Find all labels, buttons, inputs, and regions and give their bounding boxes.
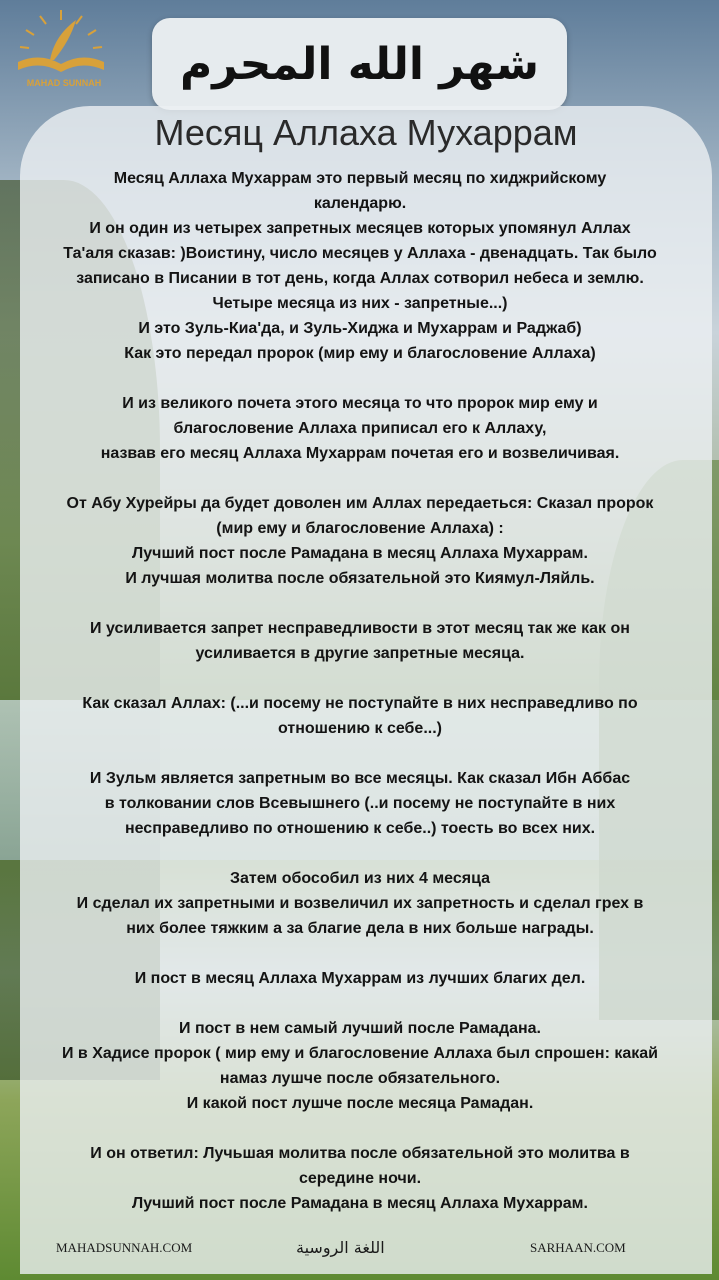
footer-language-label: اللغة الروسية	[296, 1238, 385, 1257]
text-line: усиливается в другие запретные месяца.	[195, 645, 525, 662]
text-line: И сделал их запретными и возвеличил их запретность и сделал грех в	[76, 895, 644, 912]
footer-site-right: SARHAAN.COM	[530, 1240, 626, 1255]
text-line: И усиливается запрет несправедливости в этот месяц так же как он	[90, 620, 630, 637]
text-line: И из великого почета этого месяца то что пророк мир ему и	[122, 395, 598, 412]
text-line: благословение Аллаха приписал его к Аллаху,	[173, 420, 547, 437]
blank-line	[30, 1116, 690, 1141]
text-line: отношению к себе...)	[278, 720, 442, 737]
text-line: И пост в нем самый лучший после Рамадана.	[179, 1020, 541, 1037]
text-line: середине ночи.	[298, 1170, 422, 1187]
text-line: Месяц Аллаха Мухаррам это первый месяц по хиджрийскому	[113, 170, 607, 187]
blank-line	[30, 941, 690, 966]
text-line: Затем обособил из них 4 месяца	[229, 870, 491, 887]
text-line: Четыре месяца из них - запретные...)	[212, 295, 508, 312]
text-line: записано в Писании в тот день, когда Аллах сотворил небеса и землю.	[76, 270, 644, 287]
text-line: И в Хадисе пророк ( мир ему и благословение Аллаха был спрошен: какай	[61, 1045, 658, 1062]
text-line: намаз лушче после обязательного.	[219, 1070, 501, 1087]
text-line: И лучшая молитва после обязательной это Киямул-Ляйль.	[125, 570, 595, 587]
logo-text: MAHAD SUNNAH	[26, 78, 102, 88]
text-line: (мир ему и благословение Аллаха) :	[216, 520, 504, 537]
text-line: календарю.	[313, 195, 407, 212]
blank-line	[30, 591, 690, 616]
text-line: И Зульм является запретным во все месяцы. Как сказал Ибн Аббас	[89, 770, 631, 787]
mahad-sunnah-logo	[2, 2, 120, 102]
text-line: них более тяжким а за благие дела в них больше награды.	[126, 920, 594, 937]
text-line: От Абу Хурейры да будет доволен им Аллах передаеться: Сказал пророк	[66, 495, 654, 512]
text-line: Лучший пост после Рамадана в месяц Аллаха Мухаррам.	[132, 545, 588, 562]
page-title: Месяц Аллаха Мухаррам	[154, 112, 578, 153]
article-text	[30, 166, 690, 1216]
blank-line	[30, 991, 690, 1016]
text-line: И он ответил: Лучьшая молитва после обязательной это молитва в	[90, 1145, 630, 1162]
text-line: в толковании слов Всевышнего (..и посему не поступайте в них	[104, 795, 616, 812]
text-line: Как это передал пророк (мир ему и благословение Аллаха)	[124, 345, 596, 362]
text-line: И это Зуль-Киа'да, и Зуль-Хиджа и Мухаррам и Раджаб)	[138, 320, 582, 337]
text-line: Та'аля сказав: )Воистину, число месяцев у Аллаха - двенадцать. Так было	[63, 245, 657, 262]
blank-line	[30, 466, 690, 491]
arabic-title: شهر الله المحرم	[179, 38, 539, 90]
text-line: Как сказал Аллах: (...и посему не поступайте в них несправедливо по	[82, 695, 638, 712]
blank-line	[30, 666, 690, 691]
footer-site-left: MAHADSUNNAH.COM	[56, 1240, 193, 1255]
text-line: И какой пост лушче после месяца Рамадан.	[186, 1095, 534, 1112]
blank-line	[30, 841, 690, 866]
text-line: несправедливо по отношению к себе..) тоесть во всех них.	[124, 820, 596, 837]
blank-line	[30, 741, 690, 766]
text-line: назвав его месяц Аллаха Мухаррам почетая его и возвеличивая.	[100, 445, 620, 462]
blank-line	[30, 366, 690, 391]
arabic-title-banner	[152, 18, 567, 110]
text-line: Лучший пост после Рамадана в месяц Аллаха Мухаррам.	[132, 1195, 588, 1212]
text-line: И пост в месяц Аллаха Мухаррам из лучших благих дел.	[134, 970, 586, 987]
text-line: И он один из четырех запретных месяцев которых упомянул Аллах	[89, 220, 631, 237]
